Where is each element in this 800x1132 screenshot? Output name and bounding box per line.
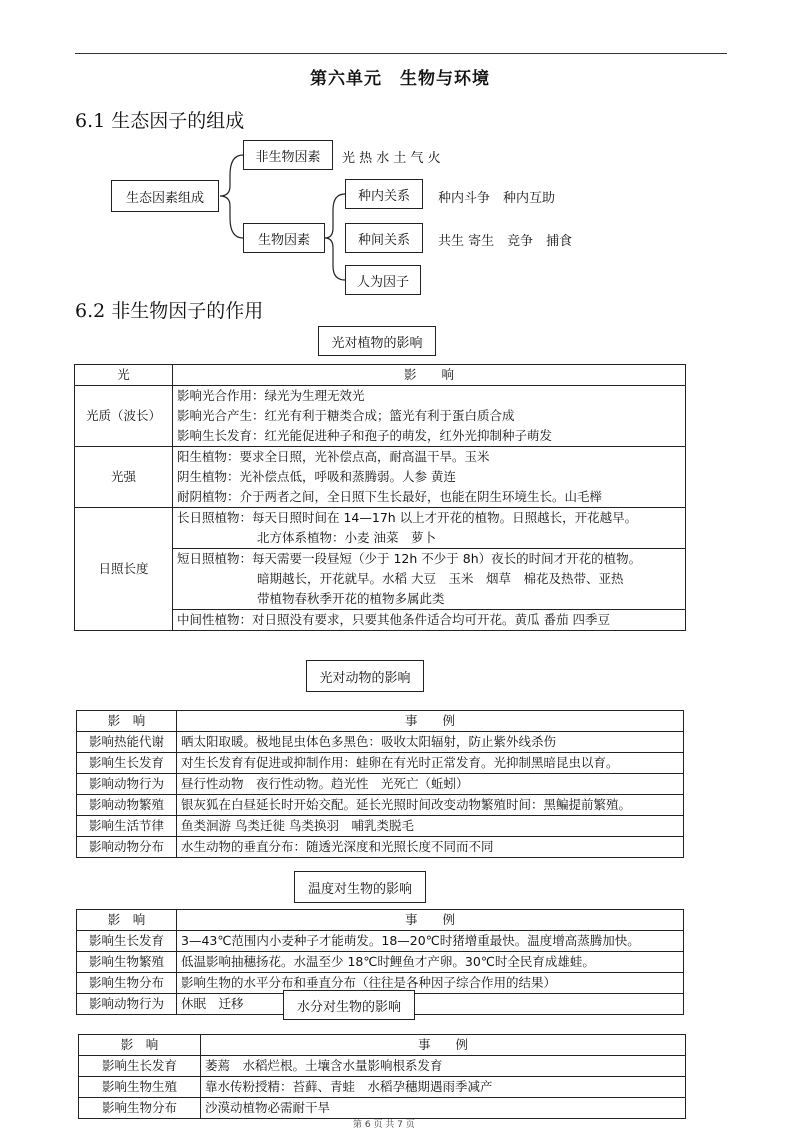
intraspecific-items: 种内斗争 种内互助 <box>438 191 556 206</box>
section-heading-6-2: 6.2 非生物因子的作用 <box>75 300 264 322</box>
caption-water: 水分对生物的影响 <box>283 990 415 1020</box>
example-cell: 鱼类洄游 鸟类迁徙 鸟类换羽 哺乳类脱毛 <box>177 816 684 837</box>
table-header-row <box>77 711 684 732</box>
header-cell: 影 响 <box>173 365 686 386</box>
table-header-row <box>79 1035 686 1056</box>
table-row <box>75 447 686 508</box>
example-cell: 低温影响抽穗扬花。水温至少 18℃时鲤鱼才产卵。30℃时全民育成雄蛙。 <box>177 952 684 973</box>
table-row <box>79 1098 686 1119</box>
example-cell: 3—43℃范围内小麦种子才能萌发。18—20℃时猪增重最快。温度增高蒸腾加快。 <box>177 931 684 952</box>
effect-type-cell: 影响生物繁殖 <box>77 952 177 973</box>
effect-line: 影响光合产生：红光有利于糖类合成；篮光有利于蛋白质合成 <box>177 408 515 423</box>
biotic-factor-box: 生物因素 <box>243 223 325 253</box>
table-row <box>77 795 684 816</box>
example-cell: 水生动物的垂直分布：随透光深度和光照长度不同而不同 <box>177 837 684 858</box>
effect-type-cell: 影响生长发育 <box>77 753 177 774</box>
table-water <box>78 1034 686 1119</box>
table-row <box>77 931 684 952</box>
table-row <box>77 732 684 753</box>
effect-line: 影响光合作用：绿光为生理无效光 <box>177 388 365 403</box>
effect-type-cell: 影响生物生殖 <box>79 1077 201 1098</box>
effect-type-cell: 影响动物分布 <box>77 837 177 858</box>
example-cell: 昼行性动物 夜行性动物。趋光性 光死亡（蚯蚓） <box>177 774 684 795</box>
table-row <box>77 816 684 837</box>
effect-type-cell: 影响动物繁殖 <box>77 795 177 816</box>
factor-cell: 日照长度 <box>75 508 173 631</box>
table-row <box>75 508 686 549</box>
factor-cell: 光强 <box>75 447 173 508</box>
header-cell: 光 <box>75 365 173 386</box>
effect-cell <box>173 549 686 610</box>
page-footer: 第 6 页 共 7 页 <box>353 1120 415 1130</box>
example-cell: 银灰狐在白昼延长时开始交配。延长光照时间改变动物繁殖时间：黑鳊提前繁殖。 <box>177 795 684 816</box>
example-cell: 晒太阳取暖。极地昆虫体色多黑色：吸收太阳辐射，防止紫外线杀伤 <box>177 732 684 753</box>
table-row <box>79 1077 686 1098</box>
header-cell: 事 例 <box>177 711 684 732</box>
effect-type-cell: 影响生长发育 <box>79 1056 201 1077</box>
example-cell: 休眠 迁移 <box>177 994 684 1015</box>
effect-line: 阴生植物：光补偿点低，呼吸和蒸腾弱。人参 黄连 <box>177 469 456 484</box>
effect-type-cell: 影响生物分布 <box>77 973 177 994</box>
abiotic-items: 光 热 水 土 气 火 <box>342 151 441 166</box>
ecofactor-root-box: 生态因素组成 <box>111 180 219 212</box>
header-cell: 事 例 <box>177 910 684 931</box>
effect-type-cell: 影响生长发育 <box>77 931 177 952</box>
table-row <box>77 774 684 795</box>
caption-temperature: 温度对生物的影响 <box>294 871 426 903</box>
effect-line: 短日照植物：每天需要一段昼短（少于 12h 不少于 8h）夜长的时间才开花的植物。 <box>177 551 642 566</box>
effect-line: 带植物春秋季开花的植物多属此类 <box>257 591 445 606</box>
caption-light-animals: 光对动物的影响 <box>306 660 424 692</box>
effect-cell <box>173 447 686 508</box>
effect-cell: 中间性植物：对日照没有要求，只要其他条件适合均可开花。黄瓜 番茄 四季豆 <box>173 610 686 631</box>
table-row <box>79 1056 686 1077</box>
factor-cell: 光质（波长） <box>75 386 173 447</box>
interspecific-box: 种间关系 <box>345 223 423 253</box>
header-cell: 事 例 <box>201 1035 686 1056</box>
effect-line: 北方体系植物：小麦 油菜 萝卜 <box>257 530 436 545</box>
table-light-animals <box>76 710 684 858</box>
effect-line: 耐阴植物：介于两者之间，全日照下生长最好，也能在阴生环境生长。山毛榉 <box>177 489 603 504</box>
effect-type-cell: 影响动物行为 <box>77 994 177 1015</box>
example-cell: 沙漠动植物必需耐干旱 <box>201 1098 686 1119</box>
header-cell: 影 响 <box>77 910 177 931</box>
caption-light-plants: 光对植物的影响 <box>318 326 436 356</box>
header-cell: 影 响 <box>79 1035 201 1056</box>
effect-type-cell: 影响生活节律 <box>77 816 177 837</box>
interspecific-items: 共生 寄生 竞争 捕食 <box>438 234 573 249</box>
table-header-row <box>77 910 684 931</box>
intraspecific-box: 种内关系 <box>345 179 423 209</box>
example-cell: 对生长发育有促进或抑制作用：蛙卵在有光时正常发育。光抑制黑暗昆虫以育。 <box>177 753 684 774</box>
effect-line: 阳生植物：要求全日照，光补偿点高，耐高温干旱。玉米 <box>177 449 490 464</box>
table-row <box>77 952 684 973</box>
table-header-row <box>75 365 686 386</box>
header-cell: 影 响 <box>77 711 177 732</box>
table-row <box>75 386 686 447</box>
table-row <box>77 837 684 858</box>
section-heading-6-1: 6.1 生态因子的组成 <box>75 110 245 132</box>
table-row <box>77 753 684 774</box>
abiotic-factor-box: 非生物因素 <box>243 140 333 170</box>
effect-line: 长日照植物：每天日照时间在 14—17h 以上才开花的植物。日照越长，开花越早。 <box>177 510 638 525</box>
example-cell: 萎蔫 水稻烂根。土壤含水量影响根系发育 <box>201 1056 686 1077</box>
table-light-plants <box>74 364 686 631</box>
effect-type-cell: 影响动物行为 <box>77 774 177 795</box>
effect-cell <box>173 508 686 549</box>
effect-cell <box>173 386 686 447</box>
effect-type-cell: 影响生物分布 <box>79 1098 201 1119</box>
effect-line: 影响生长发育：红光能促进种子和孢子的萌发，红外光抑制种子萌发 <box>177 428 553 443</box>
effect-line: 暗期越长，开花就早。水稻 大豆 玉米 烟草 棉花及热带、亚热 <box>257 571 624 586</box>
effect-type-cell: 影响热能代谢 <box>77 732 177 753</box>
unit-title: 第六单元 生物与环境 <box>310 69 490 89</box>
human-factor-box: 人为因子 <box>345 265 421 295</box>
example-cell: 靠水传粉授精：苔藓、青蛙 水稻孕穗期遇雨季减产 <box>201 1077 686 1098</box>
example-cell: 影响生物的水平分布和垂直分布（往往是各种因子综合作用的结果） <box>177 973 684 994</box>
